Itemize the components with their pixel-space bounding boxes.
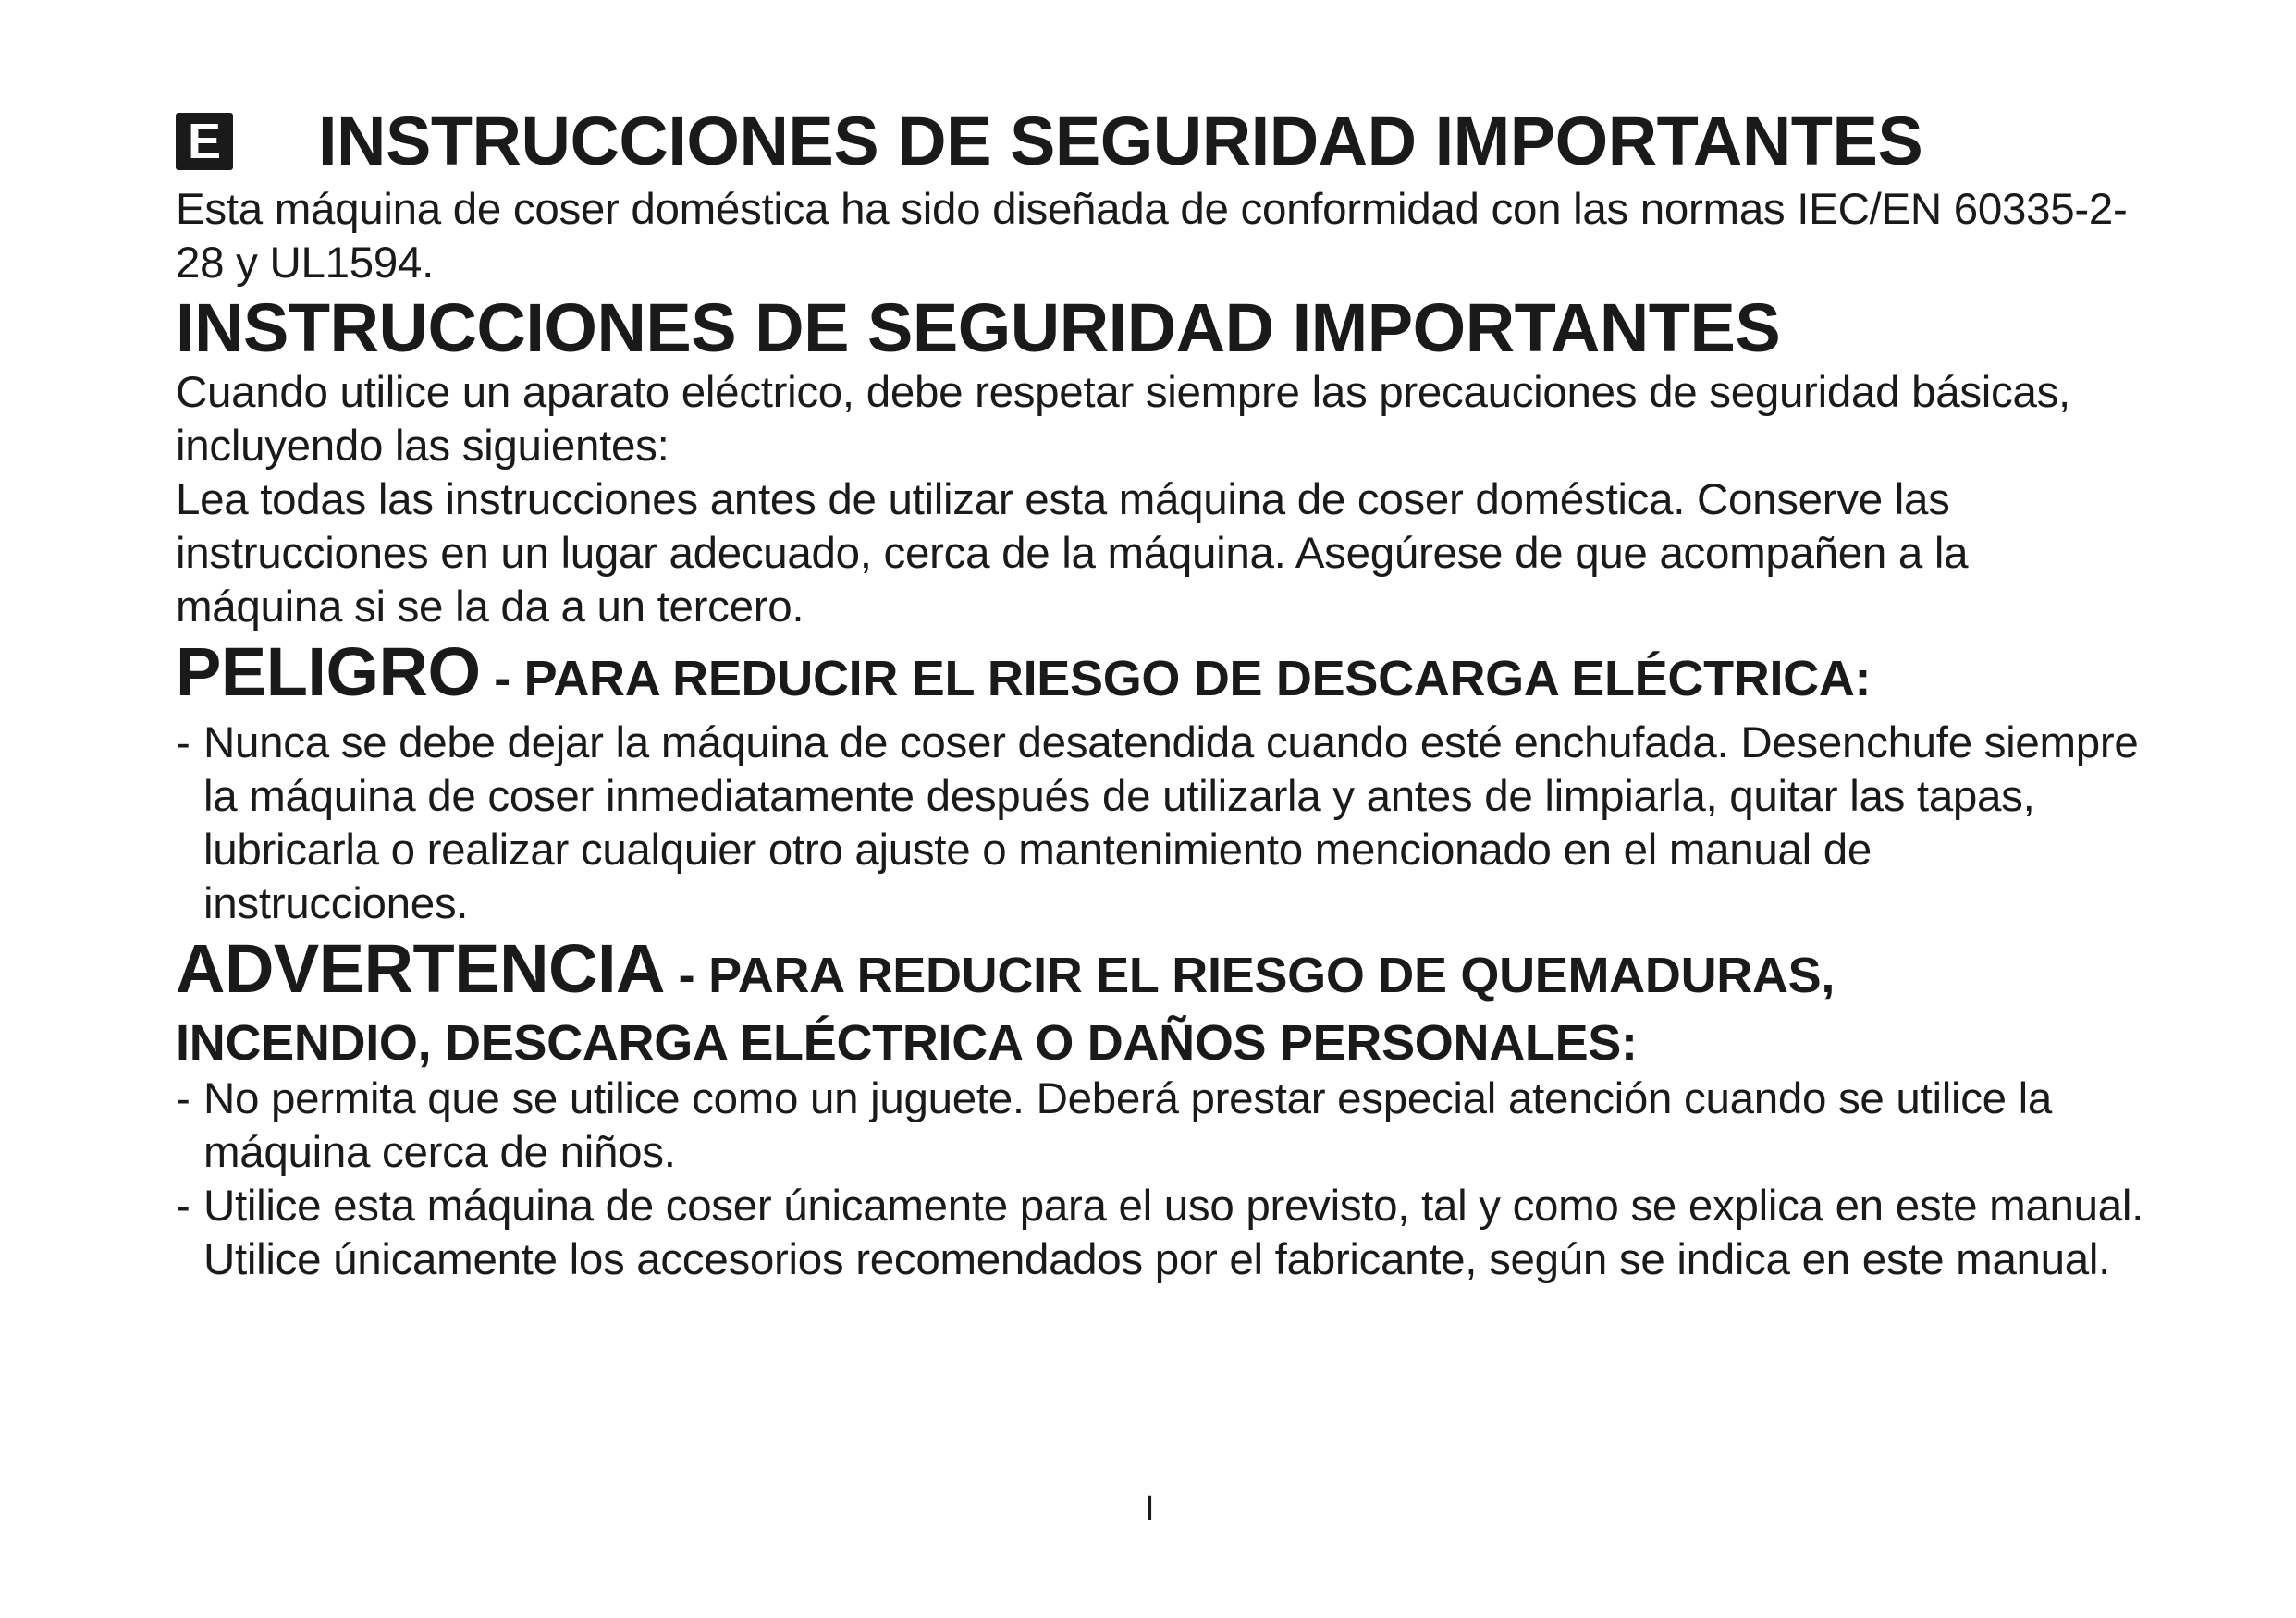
warning-subheading-line2: INCENDIO, DESCARGA ELÉCTRICA O DAÑOS PERSONALES:: [176, 1015, 1638, 1071]
title-row: [176, 100, 2145, 183]
list-item-text: Nunca se debe dejar la máquina de coser desatendida cuando esté enchufada. Desenchufe siempre la máquina de coser inmediatamente después de utilizarla y antes de limpiarla, quitar las tapas, lubricarla o realizar cualquier otro ajuste o mantenimiento mencionado en el manual de instrucciones.: [203, 718, 2139, 928]
intro-paragraph: Esta máquina de coser doméstica ha sido diseñada de conformidad con las normas IEC/EN 60335-2-28 y UL1594.: [176, 185, 2128, 288]
list-item: [176, 1180, 2145, 1287]
danger-label: PELIGRO: [176, 633, 481, 710]
warning-label: ADVERTENCIA: [176, 930, 665, 1007]
bullet-dash: -: [176, 1074, 190, 1123]
warning-subheading: - PARA REDUCIR EL RIESGO DE QUEMADURAS,: [664, 948, 1836, 1003]
bullet-dash: -: [176, 718, 190, 767]
page-title: INSTRUCCIONES DE SEGURIDAD IMPORTANTES: [318, 103, 1923, 179]
page-content: [176, 100, 2145, 1287]
danger-heading: [176, 634, 2145, 717]
page-number: I: [1145, 1489, 1155, 1528]
safety-paragraph-1: Cuando utilice un aparato eléctrico, debe respetar siempre las precauciones de seguridad básicas, incluyendo las siguientes:: [176, 368, 2070, 471]
list-item-text: No permita que se utilice como un juguete. Deberá prestar especial atención cuando se utilice la máquina cerca de niños.: [203, 1074, 2053, 1177]
warning-list: [176, 1073, 2145, 1287]
warning-heading: [176, 931, 2145, 1013]
language-badge: E: [176, 113, 233, 170]
list-item-text: Utilice esta máquina de coser únicamente para el uso previsto, tal y como se explica en este manual. Utilice únicamente los accesorios recomendados por el fabricante, según se indica en este manual.: [203, 1182, 2144, 1284]
list-item: [176, 717, 2145, 931]
danger-list: [176, 717, 2145, 931]
list-item: [176, 1073, 2145, 1180]
safety-heading: INSTRUCCIONES DE SEGURIDAD IMPORTANTES: [176, 289, 1781, 366]
bullet-dash: -: [176, 1182, 190, 1231]
danger-subheading: - PARA REDUCIR EL RIESGO DE DESCARGA ELÉCTRICA:: [480, 651, 1872, 706]
safety-paragraph-2: Lea todas las instrucciones antes de utilizar esta máquina de coser doméstica. Conserve las instrucciones en un lugar adecuado, cerca de la máquina. Asegúrese de que acompañen a la máquina si se la da a un tercero.: [176, 475, 1969, 631]
